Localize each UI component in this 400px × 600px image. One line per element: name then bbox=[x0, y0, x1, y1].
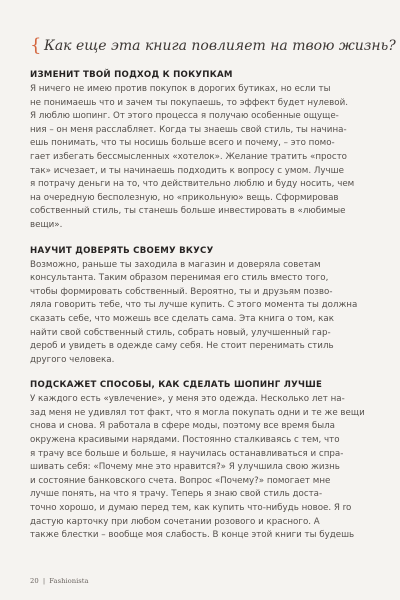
page-content bbox=[30, 35, 396, 556]
text-line: не понимаешь что и зачем ты покупаешь, то эффект будет нулевой. bbox=[30, 97, 348, 108]
text-line: ешь понимать, что ты носишь больше всего и почему, – это помо- bbox=[30, 138, 335, 149]
text-line: чтобы формировать собственный. Вероятно, ты и друзьям позво- bbox=[30, 286, 333, 297]
text-line: У каждого есть «увлечение», у меня это одежда. Несколько лет на- bbox=[30, 394, 345, 405]
text-line: гает избегать бессмысленных «хотелок». Желание тратить «просто bbox=[30, 151, 347, 162]
text-line: снова и снова. Я работала в сфере моды, поэтому все время была bbox=[30, 421, 335, 432]
text-line: ляла говорить тебе, что ты лучше купить. С этого момента ты должна bbox=[30, 300, 358, 311]
brace-icon: { bbox=[30, 35, 42, 56]
footer-separator: | bbox=[42, 577, 46, 585]
text-line: точно хорошо, и думаю перед тем, как купить что-нибудь новое. Я ro bbox=[30, 503, 352, 514]
section-title: ПОДСКАЖЕТ СПОСОБЫ, КАК СДЕЛАТЬ ШОПИНГ ЛУЧШЕ bbox=[30, 380, 323, 391]
text-line: и состояние банковского счета. Вопрос «Почему?» помогает мне bbox=[30, 475, 331, 486]
text-line: сказать себе, что можешь все сделать сама. Эта книга о том, как bbox=[30, 313, 334, 324]
text-line: дероб и увидеть в одежде саму себя. Не стоит перенимать стиль bbox=[30, 341, 334, 352]
text-line: вещи». bbox=[30, 219, 63, 230]
page-footer bbox=[30, 577, 89, 585]
section-body bbox=[30, 393, 370, 543]
text-line: лучше понять, на что я трачу. Теперь я знаю свой стиль доста- bbox=[30, 489, 323, 500]
section-title: ИЗМЕНИТ ТВОЙ ПОДХОД К ПОКУПКАМ bbox=[30, 70, 233, 80]
text-line: также блестки – вообще моя слабость. В конце этой книги ты будешь bbox=[30, 530, 355, 541]
book-title: Fashionista bbox=[49, 577, 89, 585]
question-text: Как еще эта книга повлияет на твою жизнь? bbox=[44, 38, 396, 54]
text-line: Возможно, раньше ты заходила в магазин и доверяла советам bbox=[30, 259, 321, 270]
section-better-shopping bbox=[30, 380, 370, 543]
text-line: я потрачу деньги на то, что действительно люблю и буду носить, чем bbox=[30, 179, 355, 190]
text-line: дастую карточку при любом сочетании розового и красного. А bbox=[30, 516, 320, 527]
text-line: Я люблю шопинг. От этого процесса я получаю особенные ощуще- bbox=[30, 111, 339, 122]
text-line: другого человека. bbox=[30, 354, 115, 365]
section-body bbox=[30, 259, 370, 368]
text-line: я трачу все больше и больше, я научилась останавливаться и спра- bbox=[30, 448, 344, 459]
section-title: НАУЧИТ ДОВЕРЯТЬ СВОЕМУ ВКУСУ bbox=[30, 245, 214, 256]
page-number: 20 bbox=[30, 577, 39, 585]
text-line: ния – он меня расслабляет. Когда ты знаешь свой стиль, ты начина- bbox=[30, 124, 347, 135]
section-shopping-approach bbox=[30, 70, 370, 233]
text-line: окружена красивыми нарядами. Постоянно сталкиваясь с тем, что bbox=[30, 435, 340, 446]
text-line: зад меня не удивлял тот факт, что я могла покупать одни и те же вещи bbox=[30, 407, 365, 418]
text-line: Я ничего не имею против покупок в дорогих бутиках, но если ты bbox=[30, 84, 331, 94]
text-line: на очередную бесполезную, но «прикольную» вещь. Сформировав bbox=[30, 192, 339, 203]
text-line: найти свой собственный стиль, собрать новый, улучшенный гар- bbox=[30, 327, 331, 338]
text-line: шивать себя: «Почему мне это нравится?» Я улучшила свою жизнь bbox=[30, 462, 340, 473]
section-body bbox=[30, 83, 370, 233]
chapter-question bbox=[30, 35, 396, 56]
text-line: собственный стиль, ты станешь больше инвестировать в «любимые bbox=[30, 206, 346, 217]
section-trust-taste bbox=[30, 246, 370, 368]
text-line: так» исчезает, и ты начинаешь подходить к вопросу с умом. Лучше bbox=[30, 165, 344, 176]
text-line: консультанта. Таким образом перенимая его стиль вместо того, bbox=[30, 273, 329, 284]
